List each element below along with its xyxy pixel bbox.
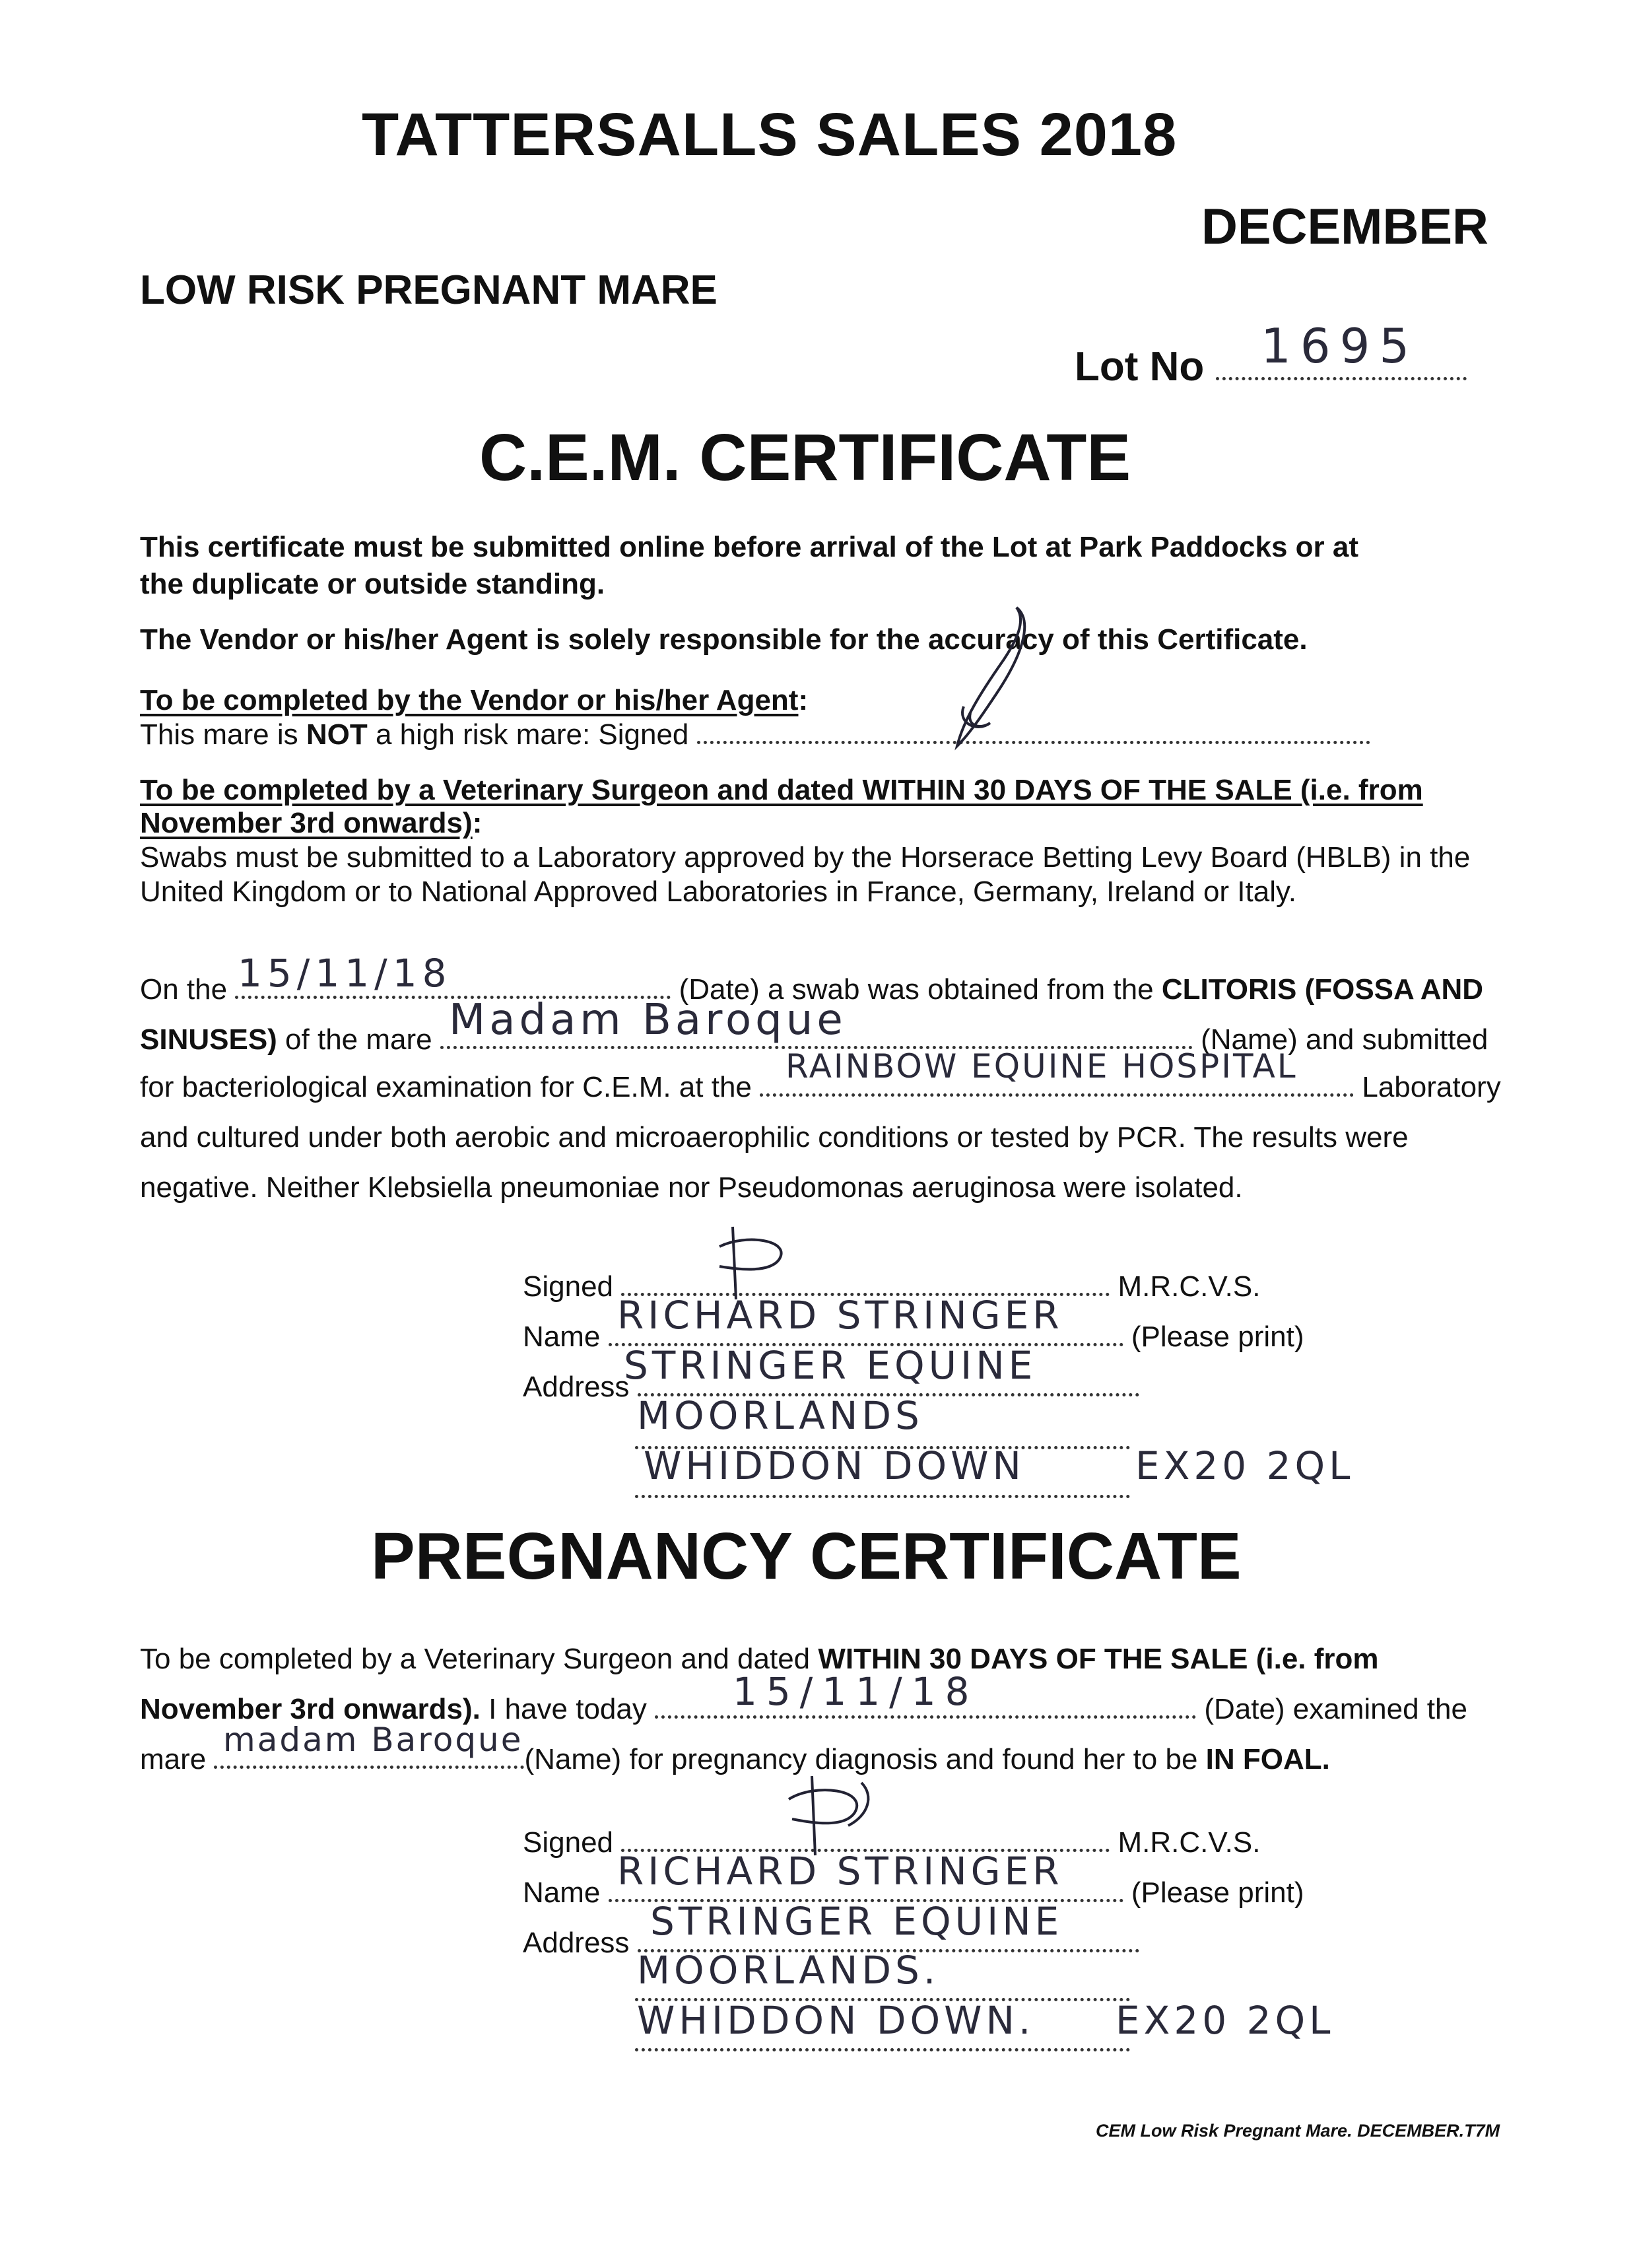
cem-intro-line1: This certificate must be submitted online before arrival of the Lot at Park Paddocks or at: [140, 531, 1358, 563]
pregnancy-please-print: (Please print): [1131, 1876, 1304, 1909]
cem-responsibility: The Vendor or his/her Agent is solely responsible for the accuracy of this Certificate.: [140, 623, 1308, 656]
lot-dotted-line: [1216, 374, 1467, 380]
vet-heading-line1: To be completed by a Veterinary Surgeon and dated WITHIN 30 DAYS OF THE SALE (i.e. from: [140, 774, 1423, 806]
cem-intro-line2: the duplicate or outside standing.: [140, 568, 605, 600]
pregnancy-vet-signature-mark: [776, 1770, 888, 1862]
pregnancy-address-value2: MOORLANDS.: [637, 1948, 940, 1993]
document-subtitle: LOW RISK PREGNANT MARE: [140, 267, 718, 313]
vendor-statement-not: NOT: [306, 718, 368, 751]
pregnancy-address-dotted-line3-wrap: [635, 2043, 1130, 2055]
sinuses-bold: SINUSES): [140, 1023, 277, 1056]
in-foal-text: IN FOAL.: [1205, 1743, 1330, 1775]
pregnancy-address-value3: WHIDDON DOWN.: [637, 1998, 1035, 2043]
pregnancy-certificate-title: PREGNANCY CERTIFICATE: [371, 1519, 1242, 1593]
lab-dotted-line: [760, 1091, 1354, 1097]
culture-line: and cultured under both aerobic and microaerophilic conditions or tested by PCR. The results were: [140, 1121, 1409, 1153]
lot-label-text: Lot No: [1075, 344, 1205, 390]
cem-address-value2: MOORLANDS: [637, 1393, 923, 1438]
vendor-statement-post: a high risk mare: Signed: [367, 718, 689, 751]
cem-address-value1: STRINGER EQUINE: [624, 1343, 1037, 1388]
pregnancy-mrcvs-label: M.R.C.V.S.: [1118, 1826, 1261, 1859]
pregnancy-line1-bold: WITHIN 30 DAYS OF THE SALE (i.e. from: [818, 1643, 1379, 1675]
footer-reference: CEM Low Risk Pregnant Mare. DECEMBER.T7M: [1096, 2121, 1500, 2141]
pregnancy-vet-name-value: RICHARD STRINGER: [617, 1849, 1063, 1894]
lab-suffix: Laboratory: [1362, 1071, 1501, 1103]
cem-address-dotted-line3-wrap: [635, 1490, 1130, 1501]
pregnancy-line2-post: (Date) examined the: [1204, 1693, 1467, 1725]
vendor-heading: [140, 681, 808, 720]
vendor-statement: [140, 716, 1370, 754]
pregnancy-line2-bold: November 3rd onwards).: [140, 1693, 481, 1725]
cem-address-postcode: EX20 2QL: [1135, 1443, 1354, 1488]
cem-name-label: Name: [523, 1321, 601, 1353]
cem-please-print: (Please print): [1131, 1321, 1304, 1353]
pregnancy-line1-pre: To be completed by a Veterinary Surgeon and dated: [140, 1643, 818, 1675]
vet-heading-line2: November 3rd onwards): [140, 807, 473, 839]
pregnancy-address-dotted-line3: [635, 2045, 1130, 2051]
pregnancy-name-label: Name: [523, 1876, 601, 1909]
vendor-statement-pre: This mare is: [140, 718, 306, 751]
lot-number-value: 1695: [1261, 318, 1419, 374]
on-the-label: On the: [140, 973, 228, 1006]
mare-name-value: Madam Baroque: [449, 996, 847, 1045]
cem-address-dotted-line3: [635, 1492, 1130, 1498]
cem-vet-name-value: RICHARD STRINGER: [617, 1293, 1063, 1338]
swab-site-bold: CLITORIS (FOSSA AND: [1161, 973, 1484, 1006]
pregnancy-mare-name-value: madam Baroque: [223, 1721, 523, 1759]
vendor-heading-colon: :: [798, 684, 809, 716]
sale-month: DECEMBER: [1201, 199, 1488, 255]
swab-line1: Swabs must be submitted to a Laboratory approved by the Horserace Betting Levy Board (HBLB) in the: [140, 841, 1471, 874]
vendor-signature-mark: [918, 594, 1063, 766]
lab-name-value: RAINBOW EQUINE HOSPITAL: [785, 1047, 1298, 1085]
swab-date-value: 15/11/18: [238, 951, 452, 996]
cem-address-label: Address: [523, 1371, 630, 1403]
negative-line: negative. Neither Klebsiella pneumoniae nor Pseudomonas aeruginosa were isolated.: [140, 1171, 1243, 1204]
vet-heading-colon: :: [472, 807, 483, 839]
cem-mrcvs-label: M.R.C.V.S.: [1118, 1270, 1261, 1303]
pregnancy-mare-dotted-line: [214, 1763, 524, 1769]
of-the-mare-label: of the mare: [277, 1023, 432, 1056]
pregnancy-line3-pre: mare: [140, 1743, 207, 1775]
mare-name-suffix: (Name) and submitted: [1201, 1023, 1488, 1056]
swab-date-suffix: (Date) a swab was obtained from the: [679, 973, 1162, 1006]
pregnancy-date-value: 15/11/18: [733, 1669, 979, 1714]
cem-certificate-title: C.E.M. CERTIFICATE: [479, 421, 1131, 495]
pregnancy-address-value1: STRINGER EQUINE: [650, 1899, 1063, 1944]
exam-pre-label: for bacteriological examination for C.E.M. at the: [140, 1071, 752, 1103]
vet-heading: [140, 771, 1423, 842]
pregnancy-address-label: Address: [523, 1927, 630, 1959]
document-title: TATTERSALLS SALES 2018: [362, 101, 1178, 168]
vendor-heading-text: To be completed by the Vendor or his/her Agent: [140, 684, 799, 716]
cem-signed-label: Signed: [523, 1270, 614, 1303]
pregnancy-signed-label: Signed: [523, 1826, 614, 1859]
swab-line2: United Kingdom or to National Approved Laboratories in France, Germany, Ireland or Italy.: [140, 876, 1296, 908]
pregnancy-address-postcode: EX20 2QL: [1116, 1998, 1335, 2043]
cem-address-value3: WHIDDON DOWN: [644, 1443, 1025, 1488]
pregnancy-line3-post: (Name) for pregnancy diagnosis and found her to be: [524, 1743, 1206, 1775]
pregnancy-line2-pre: I have today: [480, 1693, 647, 1725]
